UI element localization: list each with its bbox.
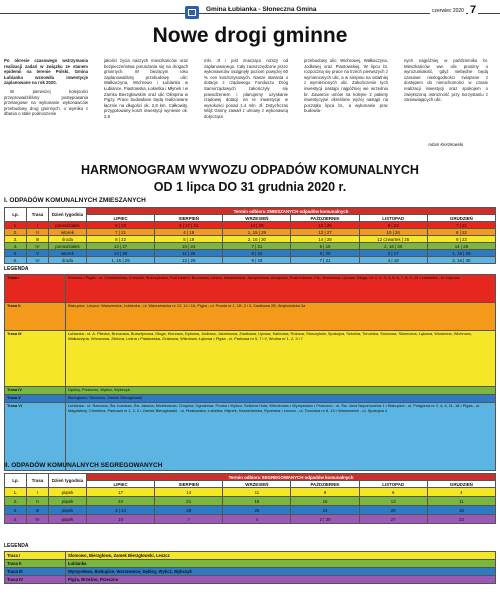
page-header — [0, 0, 500, 26]
row-trasa: II — [27, 497, 49, 506]
row-day: piątek — [49, 515, 87, 524]
legend-route: Trasa III — [5, 331, 66, 387]
date-cell: 9 — [291, 488, 359, 497]
legend-places: Łubianka - ul. A. Pilecka, Brzozowa, Bursztynowa, Długa, Klonowa, Dębowa, Jodłowa, Jaśminowa, Zaułkowa, Lipowa, Kalinowa, Różana, Storczyków, Spokojna, Szkolna, Toruńska, Sosnowa, Słoneczna, Łąkowa, Wiosenna, Wichrowo, Wałkaczyna, Wrzosowa, Zielona, Leśna • Piastowska, Grabowa, Wiśniowa, Łąkowa • Pigża - ul. Parkowa nr 5, 7 i 9, Wodna nr 1, 2, 3 i 7 — [66, 331, 496, 387]
date-cell: 13 — [359, 497, 427, 506]
section-mixed-heading: I. ODPADÓW KOMUNALNYCH ZMIESZANYCH — [4, 197, 146, 204]
date-cell: 6 | 20 — [291, 250, 359, 257]
month-header: LISTOPAD — [359, 481, 427, 488]
date-cell: 10 | 24 — [155, 243, 223, 250]
date-cell: 14 | 28 — [427, 243, 495, 250]
date-cell: 2, 16 | 30 — [223, 236, 291, 243]
date-cell: 14 — [155, 488, 223, 497]
row-lp: 2. — [5, 229, 27, 236]
legend-row — [5, 395, 496, 403]
legend-route: Trasa III — [5, 568, 66, 576]
date-cell: 17 — [87, 488, 155, 497]
row-day: poniedziałek — [49, 222, 87, 229]
date-cell: 14 | 28 — [291, 236, 359, 243]
page-number: 7 — [470, 4, 477, 16]
col-header-day: Dzień tygodnia — [49, 208, 87, 222]
date-cell: 3 | 24 — [87, 506, 155, 515]
date-cell: 21 — [155, 497, 223, 506]
legend-route: Trasa VI — [5, 403, 66, 471]
table-row — [5, 229, 496, 236]
segregated-legend-table — [4, 551, 496, 584]
row-trasa: I — [27, 222, 49, 229]
row-day: wtorek — [49, 250, 87, 257]
date-cell: 7 | 21 — [291, 257, 359, 264]
row-trasa: III — [27, 506, 49, 515]
month-header: SIERPIEŃ — [155, 481, 223, 488]
date-cell: 24 — [87, 497, 155, 506]
date-cell: 12 czwartek | 25 — [359, 236, 427, 243]
issue-date: czerwiec 2020 — [432, 8, 464, 14]
article-lead: Po okresie czasowego wstrzymania realizacji zadań w związku ze stanem epidemii na terenie Polski, Gmina Łubianka wznowiła inwestycje zaplanowane na rok 2020. — [4, 58, 88, 86]
legend-title-mixed: LEGENDA — [4, 266, 29, 272]
month-header: WRZESIEŃ — [223, 215, 291, 222]
date-cell: 5 | 19 — [291, 243, 359, 250]
segregated-band-title: Termin odbioru SEGREGOWANYCH odpadów komunalnych — [87, 474, 496, 481]
mixed-legend-table — [4, 274, 496, 471]
date-cell: 10 — [87, 515, 155, 524]
row-day: środa — [49, 236, 87, 243]
date-cell: 7 | 21 — [87, 229, 155, 236]
row-day: poniedziałek — [49, 243, 87, 250]
mixed-waste-table — [4, 207, 496, 264]
date-cell: 10 | 24 — [359, 229, 427, 236]
article-signature: Adam Kierzkowski — [428, 142, 464, 147]
month-header: GRUDZIEŃ — [427, 481, 495, 488]
row-lp: 1. — [5, 488, 27, 497]
schedule-title: HARMONOGRAM WYWOZU ODPADÓW KOMUNALNYCH — [81, 163, 419, 177]
legend-row — [5, 560, 496, 568]
row-lp: 5. — [5, 250, 27, 257]
row-lp: 3. — [5, 236, 27, 243]
article-paragraph: mln. zł i jest znacząco niższy od zaplanowanego. Cały zaoszczędzone przez wykonawców osiągnęły poziom powyżej 60 % cen kosztorysowych. Nasze starania o dotacje z rządowego Funduszu Dróg Samorządowych zakończyły się powodzeniem i planujemy uzyskanie rządowej dotacji na te inwestycje w wysokości ponad 1,4 mln. zł. Dotychczas Wójt Gminy zawarł z umowy z wykonawcą dotyczące — [204, 58, 288, 119]
month-header: GRUDZIEŃ — [427, 215, 495, 222]
legend-route: Trasa II — [5, 303, 66, 331]
date-cell: 6 | 20 — [87, 222, 155, 229]
table-row — [5, 497, 496, 506]
date-cell: 1, 15 | 29 — [87, 257, 155, 264]
date-cell: 9 | 23 — [359, 222, 427, 229]
month-header: LIPIEC — [87, 215, 155, 222]
row-lp: 4. — [5, 243, 27, 250]
row-day: piątek — [49, 488, 87, 497]
date-cell: 11 | 25 — [155, 250, 223, 257]
mixed-band-title: Termin odbioru ZMIESZANYCH odpadów komunalnych — [87, 208, 496, 215]
col-header-lp: Lp. — [5, 208, 27, 222]
date-cell: 28 — [155, 506, 223, 515]
table-row — [5, 488, 496, 497]
article-paragraph: przebudowy ulic: Wichrowej, Wałkaczyna, Jodłowej oraz Piastowskiej. W lipcu br. rozpoczną się prace na trzech pierwszych z wymienionych ulic, a w sierpniu na ostatniej z wymienionych ulic. Zakończenie tych inwestycji nastąpi najpóźniej we wrześniu br. Zawarcie umów na kolejne 2 pakiety inwestycyjne określone wyżej nastąpi na początku lipca br., a wykonanie prac budowla- — [304, 58, 388, 114]
row-lp: 2. — [5, 497, 27, 506]
row-day: wtorek — [49, 229, 87, 236]
legend-route: Trasa I — [5, 552, 66, 560]
legend-places: Łubianka - ul. Rzeczna, Św. Łukasza, Św. Jakuba, Mickiewicza, Chopina, Ogrodowa, Prosta • Wybcz, Szklana Huta, Wierzbowa • Wymysłowo • Przeczno - ul. Św. Jana Nepomucena 1 • Biskupice - ul. Podgórna nr 2, 4, 6, 11, 18 • Pigża - ul. Magdaleny, Chmielna, Parkowa nr 1, 2, 3 • Zamek Bierzgłowski - ul. Piastowska, Łokietka, Młynek, Kasztelańska, Rycerska • Leszcz - ul. Toruńska nr 8, 13 • Warszewice - ul. Spokojna 4 — [66, 403, 496, 471]
legend-route: Trasa IV — [5, 387, 66, 395]
date-cell: 16 — [291, 497, 359, 506]
date-cell: 7 — [155, 515, 223, 524]
legend-row — [5, 387, 496, 395]
row-trasa: IV — [27, 515, 49, 524]
header-rule — [0, 13, 500, 14]
row-trasa: V — [27, 250, 49, 257]
legend-places: Słomowo, Bierzgłowo, Zamek Bierzgłowski, Leszcz — [66, 552, 496, 560]
date-cell: 23 — [427, 515, 495, 524]
date-cell: 3 | 17 | 31 — [155, 222, 223, 229]
date-cell: 25 — [223, 506, 291, 515]
date-cell: 7 | 21 — [427, 222, 495, 229]
segregated-waste-table — [4, 473, 496, 524]
date-cell: 4 — [427, 488, 495, 497]
legend-places: Bierzgłowo, Słomowo, Zamek Bierzgłowski. — [66, 395, 496, 403]
legend-places: Łubianka — [66, 560, 496, 568]
date-cell: 18 — [427, 506, 495, 515]
date-cell: 1, 15 | 29 — [427, 250, 495, 257]
table-row — [5, 243, 496, 250]
legend-row — [5, 576, 496, 584]
col-header-trasa: Trasa — [27, 208, 49, 222]
date-cell: 8 | 22 — [427, 229, 495, 236]
col-header-lp: Lp. — [5, 474, 27, 488]
col-header-trasa: Trasa — [27, 474, 49, 488]
date-cell: 14 | 28 — [87, 250, 155, 257]
article-paragraph: nych najpóźniej w październiku br. Mieszkańców ww. ulic prosimy o wyrozumiałość, gdyż niebędne będą czasowe niedogodności związane z dostępem do nieruchomości w czasie realizacji inwestycji oraz spokojem o zwiększoną ostrożność przy korzystaniu z zamawiających ulic. — [404, 58, 488, 103]
legend-route: Trasa II — [5, 560, 66, 568]
table-row — [5, 515, 496, 524]
date-cell: 8 | 22 — [87, 236, 155, 243]
date-cell: 4 | 18 — [359, 257, 427, 264]
article-column-5 — [404, 58, 488, 103]
date-cell: 2, 16 | 30 — [359, 243, 427, 250]
month-header: LISTOPAD — [359, 215, 427, 222]
row-day: piątek — [49, 506, 87, 515]
date-cell: 1, 15 | 29 — [223, 229, 291, 236]
date-cell: 13 | 27 — [87, 243, 155, 250]
table-row — [5, 222, 496, 229]
row-trasa: VI — [27, 257, 49, 264]
date-cell: 20 — [359, 506, 427, 515]
section-segregated-heading: II. ODPADÓW KOMUNALNYCH SEGREGOWANYCH — [4, 462, 163, 469]
article-column-4 — [304, 58, 388, 114]
newspaper-title: Gmina Łubianka - Słoneczna Gmina — [203, 6, 320, 13]
row-day: piątek — [49, 497, 87, 506]
legend-places: Pigża, Brzeźno, Przeczno — [66, 576, 496, 584]
month-header: SIERPIEŃ — [155, 215, 223, 222]
legend-title-segregated: LEGENDA — [4, 543, 29, 549]
article-column-1 — [4, 58, 88, 117]
date-cell: 12 | 26 — [155, 257, 223, 264]
date-cell: 11 — [223, 488, 291, 497]
month-header: PAŹDZIERNIK — [291, 481, 359, 488]
newspaper-logo-icon — [185, 6, 199, 19]
legend-row — [5, 331, 496, 387]
legend-row — [5, 552, 496, 560]
legend-row — [5, 568, 496, 576]
legend-row — [5, 275, 496, 303]
date-cell: 2, 16 | 30 — [427, 257, 495, 264]
legend-places: Dębiny, Przeczno, Wybcz, Wybczyk. — [66, 387, 496, 395]
date-cell: 13 | 27 — [291, 229, 359, 236]
date-cell: 12 | 26 — [291, 222, 359, 229]
legend-places: Biskupice, Leszcz, Warszewice, Łubianka - ul. Warszewicka nr 12, 14 i 16, Pigża - ul. Prosta nr 1, 1B, 2 i 3, Zaułkowa 2B, Wojewódzka 3a — [66, 303, 496, 331]
article-paragraph: jakości życia naszych mieszkańców oraz bezpieczeństwa poruszania się na drogach gminnych. W bieżącym roku zaplanowaliśmy przebudowę ulic: Wałkaczyna, Wichrowo i Łubianka w Łubiance, Piastowska, Łokietka i Młynek I w Zamku Bierzgłowskim oraz ulic Olimpina w Pigży. Prace budowlane będą realizowane łącznie na długości ok. 2,8 km. Całkowity, przygotowany koszt inwestycji wyniesie ok. 2,8 — [104, 58, 188, 119]
row-lp: 4. — [5, 515, 27, 524]
legend-route: Trasa V — [5, 395, 66, 403]
schedule-subtitle: OD 1 lipca DO 31 grudnia 2020 r. — [153, 180, 347, 194]
date-cell: 7 | 21 — [223, 243, 291, 250]
article-column-3 — [204, 58, 288, 120]
row-day: środa — [49, 257, 87, 264]
legend-route: Trasa IV — [5, 576, 66, 584]
date-cell: 6 — [359, 488, 427, 497]
row-trasa: IV — [27, 243, 49, 250]
month-header: LIPIEC — [87, 481, 155, 488]
date-cell: 11 — [427, 497, 495, 506]
article-body — [4, 58, 496, 168]
row-trasa: I — [27, 488, 49, 497]
date-cell: 4 | 18 — [155, 229, 223, 236]
table-row — [5, 236, 496, 243]
date-cell: 3 | 17 — [359, 250, 427, 257]
month-header: WRZESIEŃ — [223, 481, 291, 488]
date-cell: 4 — [223, 515, 291, 524]
row-lp: 1. — [5, 222, 27, 229]
article-paragraph: W pierwszej kolejności przeprowadziliśmy postępowania przetargowe na wykonanie wykonawców przebudowy drog gminnych, o wymiku z dbania o stale podnoszenie — [4, 88, 88, 117]
table-row — [5, 257, 496, 264]
date-cell: 9 | 23 — [223, 257, 291, 264]
row-trasa: III — [27, 236, 49, 243]
legend-row — [5, 303, 496, 331]
table-row — [5, 250, 496, 257]
legend-places: Wymysłowo, Biskupice, Warszewice, Dębiny, Wybcz, Wybczyk — [66, 568, 496, 576]
row-lp: 6. — [5, 257, 27, 264]
date-cell: 27 — [359, 515, 427, 524]
row-trasa: II — [27, 229, 49, 236]
date-cell: 9 | 23 — [427, 236, 495, 243]
date-cell: 8 | 22 — [223, 250, 291, 257]
date-cell: 23 — [291, 506, 359, 515]
date-cell: 5 | 19 — [155, 236, 223, 243]
date-cell: 2 | 30 — [291, 515, 359, 524]
month-header: PAŹDZIERNIK — [291, 215, 359, 222]
article-headline: Nowe drogi gminne — [152, 24, 348, 47]
table-row — [5, 506, 496, 515]
article-column-2 — [104, 58, 188, 120]
date-cell: 18 — [223, 497, 291, 506]
legend-route: Trasa I — [5, 275, 66, 303]
legend-row — [5, 403, 496, 471]
col-header-day: Dzień tygodnia — [49, 474, 87, 488]
row-lp: 3. — [5, 506, 27, 515]
date-cell: 14 | 28 — [223, 222, 291, 229]
legend-places: Brzeźno • Pigża - ul. Chwalowicka, Konwalii, Storczykowa, Pod Lasem, Brzozowa, Leśna, Kasztanowa, Jarzębinowa, Akacjowa, Poziomkowa, Cis, Jesionowa, Lipowa, Długa, Ul. 1, 2, 3, 4, 5, 6, 7, 8, 9, 10 • Łubianka - ul. Łąkowa — [66, 275, 496, 303]
